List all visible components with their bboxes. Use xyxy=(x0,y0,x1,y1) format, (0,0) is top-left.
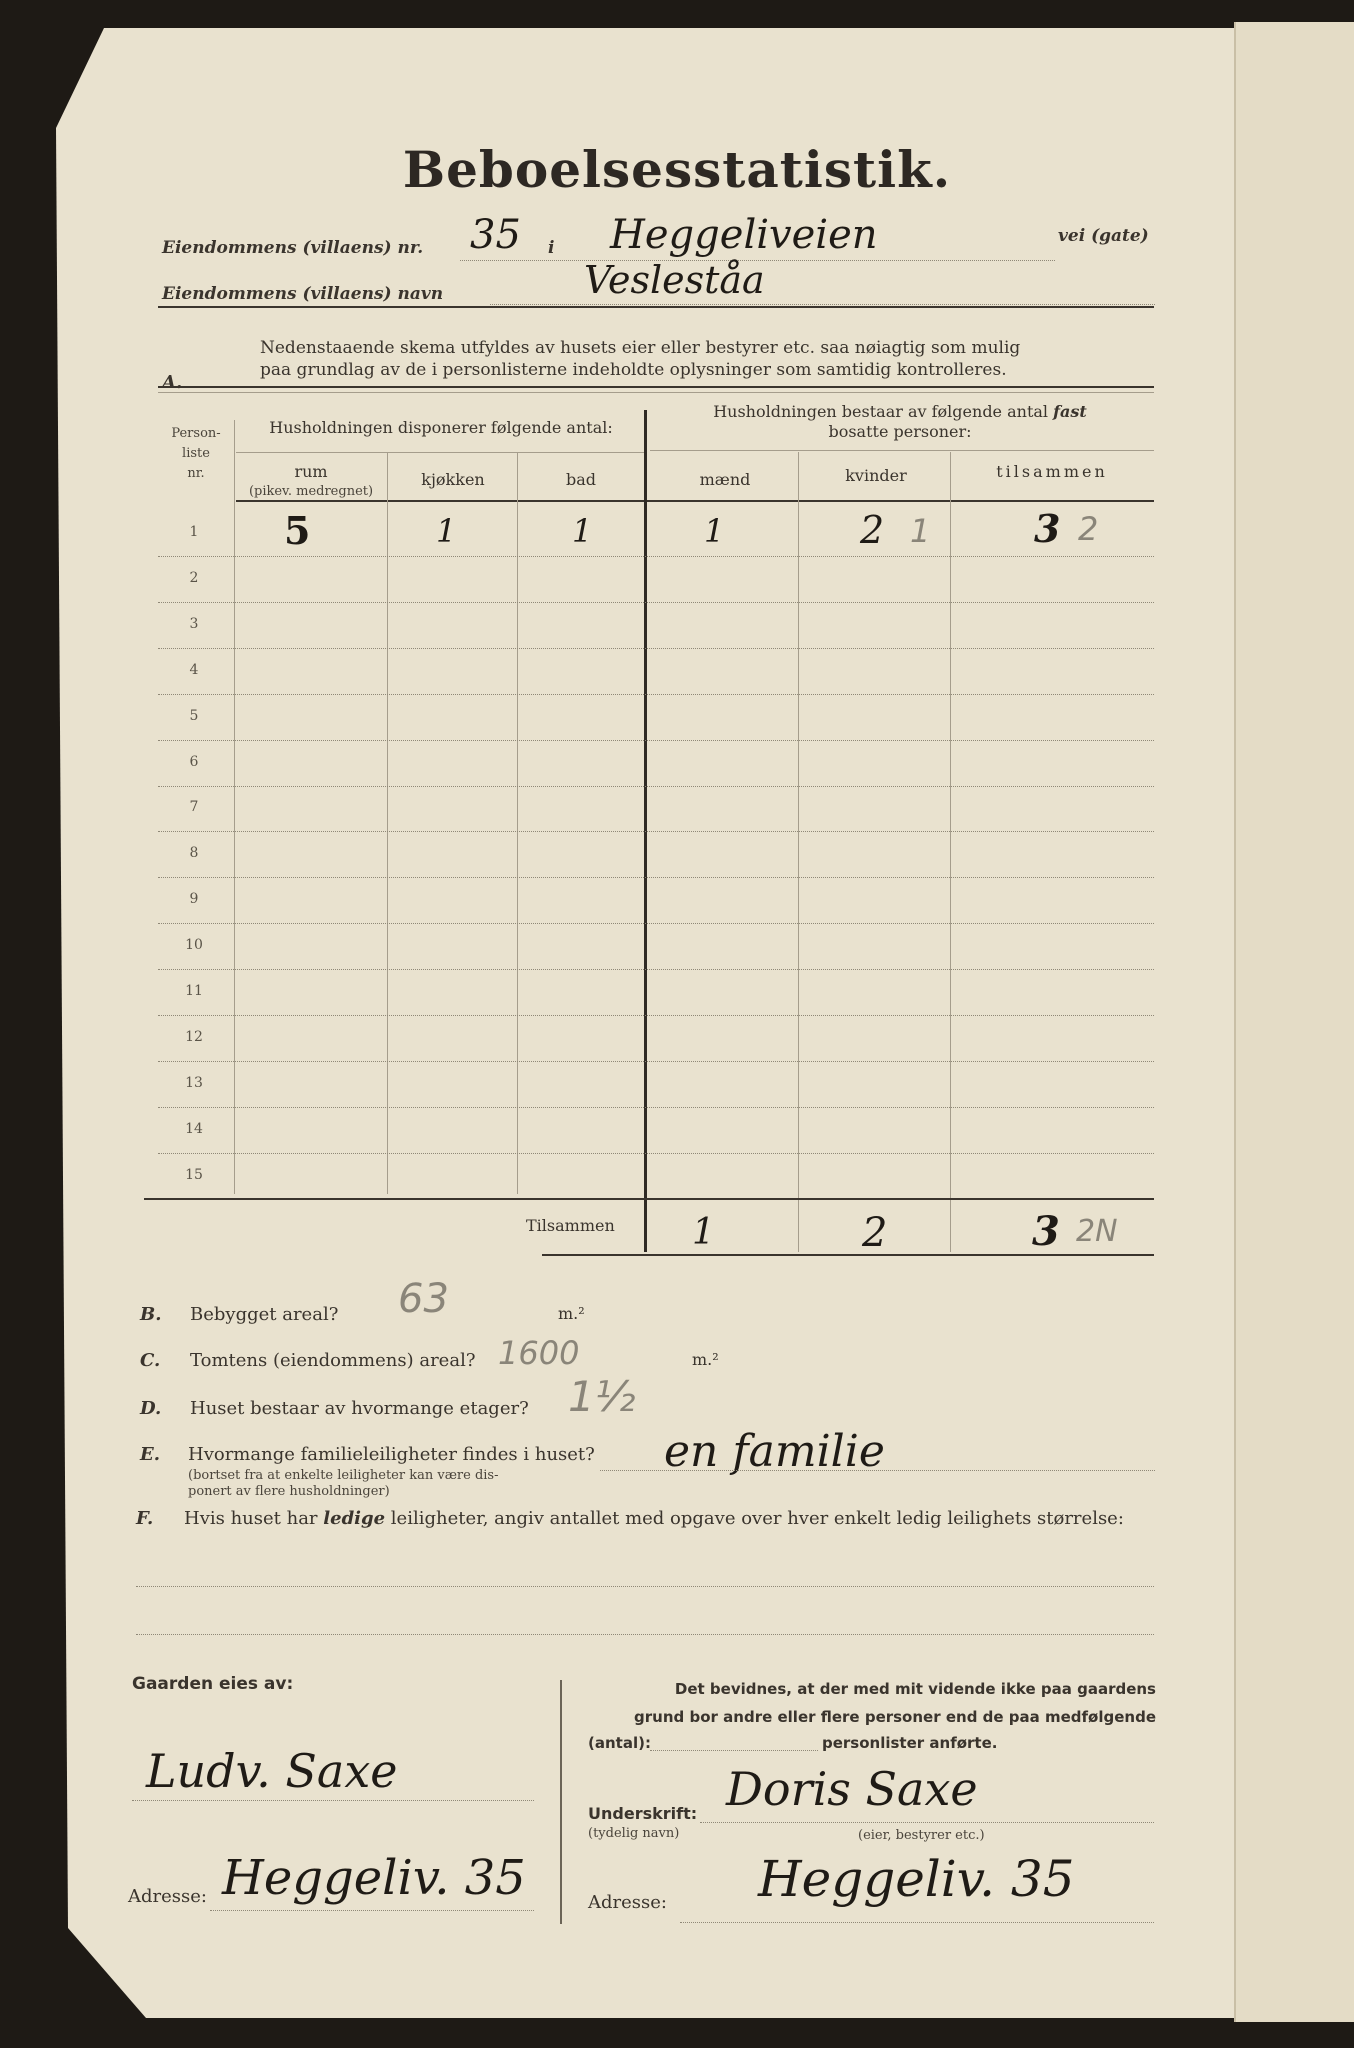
q-f-line-1 xyxy=(136,1586,1154,1587)
row-number: 6 xyxy=(189,754,199,770)
signature-value[interactable]: Doris Saxe xyxy=(726,1762,978,1816)
property-number-label: Eiendommens (villaens) nr. xyxy=(162,238,424,258)
q-b-value[interactable]: 63 xyxy=(398,1276,449,1322)
declaration-count-label: (antal): xyxy=(588,1734,651,1752)
row-number: 12 xyxy=(185,1029,203,1045)
row-number: 14 xyxy=(185,1121,203,1137)
row-line xyxy=(158,694,1154,695)
declaration-line3: personlister anførte. xyxy=(822,1734,998,1752)
row-line xyxy=(158,602,1154,603)
total-kvinder[interactable]: 2 xyxy=(862,1210,888,1256)
row-number: 15 xyxy=(185,1167,203,1183)
row-number: 8 xyxy=(189,845,199,861)
row-line xyxy=(158,923,1154,924)
row1-kjokken[interactable]: 1 xyxy=(436,512,457,550)
address-line xyxy=(210,1910,534,1911)
in-label: i xyxy=(548,238,555,258)
total-bottom-rule xyxy=(542,1254,1154,1256)
address2-label: Adresse: xyxy=(588,1892,667,1913)
q-c-value[interactable]: 1600 xyxy=(498,1334,580,1372)
signature-note: (tydelig navn) xyxy=(588,1826,680,1841)
group1-underline xyxy=(236,452,646,453)
address-value[interactable]: Heggeliv. 35 xyxy=(222,1850,526,1906)
adjacent-page xyxy=(1234,22,1354,2022)
q-c-text: Tomtens (eiendommens) areal? xyxy=(190,1350,476,1371)
row-number: 1 xyxy=(189,524,199,540)
row-line xyxy=(158,877,1154,878)
q-f-line-2 xyxy=(136,1634,1154,1635)
total-tilsammen[interactable]: 3 xyxy=(1032,1208,1060,1255)
total-label: Tilsammen xyxy=(526,1216,615,1235)
signature-line xyxy=(700,1822,1154,1823)
q-b-text: Bebygget areal? xyxy=(190,1304,339,1325)
group2-underline xyxy=(650,450,1154,451)
q-e-line xyxy=(600,1470,1155,1471)
row-line xyxy=(158,831,1154,832)
declaration-count-line xyxy=(650,1750,818,1751)
row-line xyxy=(158,1153,1154,1154)
row-number: 4 xyxy=(189,662,199,678)
property-number-value[interactable]: 35 xyxy=(470,212,521,258)
row-line xyxy=(158,969,1154,970)
row-number: 5 xyxy=(189,708,199,724)
q-e-letter: E. xyxy=(140,1444,160,1465)
address2-line xyxy=(680,1922,1154,1923)
q-d-value[interactable]: 1½ xyxy=(568,1372,636,1421)
col-bad-header: bad xyxy=(565,470,597,489)
row-number: 11 xyxy=(185,983,203,999)
row-line xyxy=(158,786,1154,787)
section-a-line2: paa grundlag av de i personlisterne indeholdte oplysninger som samtidig kontrolleres. xyxy=(260,360,1007,380)
owner-value[interactable]: Ludv. Saxe xyxy=(146,1744,398,1798)
declaration-line1: Det bevidnes, at der med mit vidende ikke paa gaardens xyxy=(674,1680,1156,1698)
name-line xyxy=(490,304,1155,305)
road-label: vei (gate) xyxy=(1058,226,1149,246)
row-line xyxy=(158,1015,1154,1016)
row1-kvinder-pencil: 1 xyxy=(910,512,931,550)
row1-maend[interactable]: 1 xyxy=(704,512,725,550)
q-c-unit: m.² xyxy=(692,1350,719,1369)
col-divider-2 xyxy=(387,452,388,1194)
col-divider-3 xyxy=(517,452,518,1194)
q-f-text: Hvis huset har ledige leiligheter, angiv antallet med opgave over hver enkelt ledig leilighets størrelse: xyxy=(184,1508,1124,1529)
q-b-unit: m.² xyxy=(558,1304,585,1323)
q-d-letter: D. xyxy=(140,1398,162,1419)
row-number: 2 xyxy=(189,570,199,586)
total-top-rule xyxy=(144,1198,1154,1200)
group2-header-line2: bosatte personer: xyxy=(828,422,972,441)
property-name-label: Eiendommens (villaens) navn xyxy=(162,284,444,304)
col-rum-header: rum xyxy=(294,462,328,481)
total-tilsammen-pencil: 2N xyxy=(1076,1214,1118,1249)
footer-divider xyxy=(560,1680,562,1924)
section-a-rule xyxy=(158,386,1154,388)
row1-bad[interactable]: 1 xyxy=(572,512,593,550)
form-title: Beboelsesstatistik. xyxy=(402,140,952,199)
owner-line xyxy=(132,1800,534,1801)
col-divider-6 xyxy=(950,452,951,1252)
q-c-letter: C. xyxy=(140,1350,161,1371)
row1-tilsammen[interactable]: 3 xyxy=(1034,506,1061,551)
q-e-value[interactable]: en familie xyxy=(664,1426,885,1477)
row1-rum[interactable]: 5 xyxy=(284,508,311,553)
row-line xyxy=(158,1061,1154,1062)
row-line xyxy=(158,648,1154,649)
row-number: 9 xyxy=(189,891,199,907)
col-personliste-header: Person- liste nr. xyxy=(171,426,221,481)
q-f-letter: F. xyxy=(136,1508,154,1529)
declaration-line2: grund bor andre eller flere personer end de paa medfølgende xyxy=(634,1708,1156,1726)
owner-label: Gaarden eies av: xyxy=(132,1674,294,1694)
q-e-note2: ponert av flere husholdninger) xyxy=(188,1484,390,1499)
q-b-letter: B. xyxy=(140,1304,162,1325)
col-maend-header: mænd xyxy=(699,470,751,489)
row-line xyxy=(158,556,1154,557)
row-number: 3 xyxy=(189,616,199,632)
group1-header: Husholdningen disponerer følgende antal: xyxy=(269,418,613,437)
signature-role: (eier, bestyrer etc.) xyxy=(858,1828,985,1843)
table-header-rule xyxy=(236,500,1154,502)
section-a-rule-2 xyxy=(158,392,1154,393)
row-line xyxy=(158,740,1154,741)
col-rum-note: (pikev. medregnet) xyxy=(248,484,374,499)
signature-label: Underskrift: xyxy=(588,1804,698,1823)
row1-kvinder[interactable]: 2 xyxy=(860,508,885,552)
address2-value[interactable]: Heggeliv. 35 xyxy=(758,1850,1075,1908)
total-maend[interactable]: 1 xyxy=(692,1212,715,1253)
col-kjokken-header: kjøkken xyxy=(421,470,485,489)
section-a-line1: Nedenstaaende skema utfyldes av husets eier eller bestyrer etc. saa nøiagtig som mulig xyxy=(260,338,1021,358)
street-value[interactable]: Heggeliveien xyxy=(610,212,878,258)
row-line xyxy=(158,1107,1154,1108)
row-number: 7 xyxy=(189,799,199,815)
property-name-value[interactable]: Vesleståa xyxy=(584,258,765,302)
q-e-text: Hvormange familieleiligheter findes i huset? xyxy=(188,1444,595,1465)
section-a-letter: A. xyxy=(162,372,183,393)
q-e-note1: (bortset fra at enkelte leiligheter kan være dis- xyxy=(188,1468,499,1483)
col-divider-1 xyxy=(234,420,235,1194)
address-label: Adresse: xyxy=(128,1886,207,1907)
col-kvinder-header: kvinder xyxy=(845,466,907,485)
row-number: 13 xyxy=(185,1075,203,1091)
group2-header-line1: Husholdningen bestaar av følgende antal fast xyxy=(713,402,1087,421)
header-rule xyxy=(158,306,1154,308)
col-tilsammen-header: tilsammen xyxy=(996,462,1108,481)
row-number: 10 xyxy=(185,937,203,953)
row1-tilsammen-pencil: 2 xyxy=(1078,510,1099,548)
q-d-text: Huset bestaar av hvormange etager? xyxy=(190,1398,529,1419)
col-divider-5 xyxy=(798,452,799,1252)
